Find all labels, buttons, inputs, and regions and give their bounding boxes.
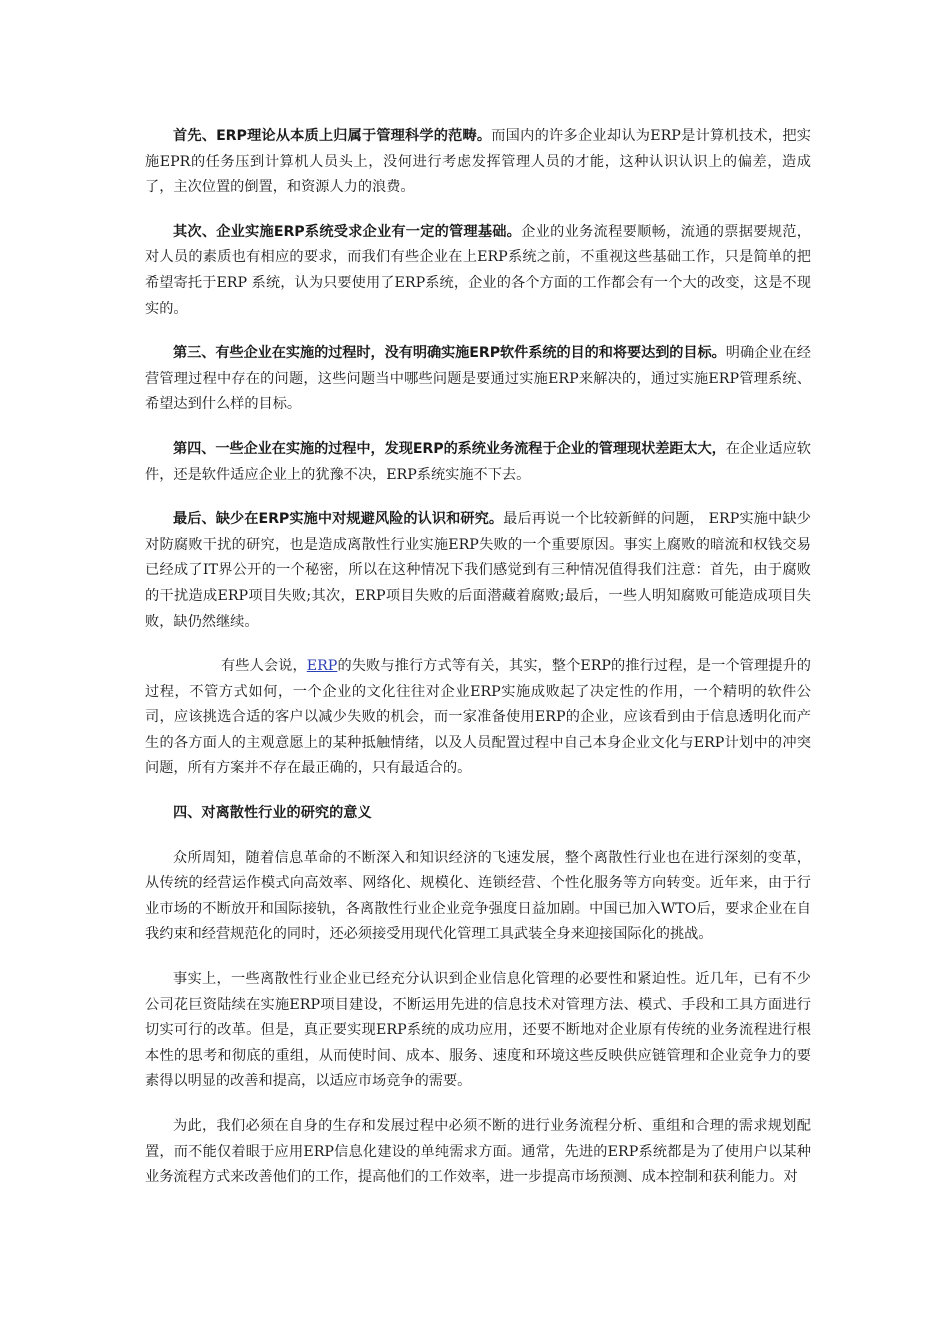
paragraph-erp-opinion [145,654,811,782]
section-paragraph: 为此，我们必须在自身的生存和发展过程中必须不断的进行业务流程分析、重组和合理的需求规划配置，而不能仅着眼于应用ERP信息化建设的单纯需求方面。通常，先进的ERP系统都是为了使用户以某种业务流程方式来改善他们的工作，提高他们的工作效率，进一步提高市场预测、成本控制和获利能力。对 [145,1118,811,1186]
paragraph-second-point [145,220,811,322]
paragraph-lead: 首先、ERP理论从本质上归属于管理科学的范畴。 [173,128,492,144]
document-page [145,124,811,1210]
erp-link[interactable]: ERP [306,658,338,675]
paragraph-last-point [145,507,811,635]
paragraph-body: 最后再说一个比较新鲜的问题， ERP实施中缺少对防腐败干扰的研究，也是造成离散性行业实施ERP失败的一个重要原因。事实上腐败的暗流和权钱交易已经成了IT界公开的一个秘密，所以在这种情况下我们感觉到有三种情况值得我们注意：首先，由于腐败的干扰造成ERP项目失败;其次，ERP项目失败的后面潜藏着腐败;最后，一些人明知腐败可能造成项目失败，缺仍然继续。 [145,511,811,630]
paragraph-lead: 其次、企业实施ERP系统受求企业有一定的管理基础。 [173,223,522,240]
paragraph-body: 企业的业务流程要顺畅，流通的票据要规范，对人员的素质也有相应的要求，而我们有些企业在上ERP系统之前，不重视这些基础工作，只是简单的把希望寄托于ERP 系统，认为只要使用了ERP系统，企业的各个方面的工作都会有一个大的改变，这是不现实的。 [145,223,811,317]
paragraph-body: 在企业适应软件，还是软件适应企业上的犹豫不决，ERP系统实施不下去。 [145,440,811,483]
paragraph-lead: 最后、缺少在ERP实施中对规避风险的认识和研究。 [173,511,504,528]
paragraph-third-point [145,341,811,418]
paragraph-lead: 第四、一些企业在实施的过程中，发现ERP的系统业务流程于企业的管理现状差距太大， [173,440,726,457]
paragraph-fourth-point [145,437,811,488]
paragraph-suffix: 的失败与推行方式等有关，其实，整个ERP的推行过程，是一个管理提升的过程，不管方式如何，一个企业的文化往往对企业ERP实施成败起了决定性的作用，一个精明的软件公司，应该挑选合适的客户以减少失败的机会，而一家准备使用ERP的企业，应该看到由于信息透明化而产生的各方面人的主观意愿上的某种抵触情绪，以及人员配置过程中自己本身企业文化与ERP计划中的冲突问题，所有方案并不存在最正确的，只有最适合的。 [145,658,811,777]
section-heading: 四、对离散性行业的研究的意义 [173,805,372,822]
paragraph-body: 明确企业在经营管理过程中存在的问题，这些问题当中哪些问题是要通过实施ERP来解决的，通过实施ERP管理系统、希望达到什么样的目标。 [145,345,811,413]
paragraph-first-point [145,124,811,201]
paragraph-prefix: 有些人会说， [221,658,307,675]
section-paragraph: 事实上，一些离散性行业企业已经充分认识到企业信息化管理的必要性和紧迫性。近几年，已有不少公司花巨资陆续在实施ERP项目建设，不断运用先进的信息技术对管理方法、模式、手段和工具方面进行切实可行的改革。但是，真正要实现ERP系统的成功应用，还要不断地对企业原有传统的业务流程进行根本性的思考和彻底的重组，从而使时间、成本、服务、速度和环境这些反映供应链管理和企业竞争力的要素得以明显的改善和提高，以适应市场竞争的需要。 [145,971,811,1090]
paragraph-body: 而国内的许多企业却认为ERP是计算机技术，把实施EPR的任务压到计算机人员头上，没何进行考虑发挥管理人员的才能，这种认识认识上的偏差，造成了，主次位置的倒置，和资源人力的浪费。 [145,128,811,196]
paragraph-lead: 第三、有些企业在实施的过程时，没有明确实施ERP软件系统的目的和将要达到的目标。 [173,345,726,362]
section-paragraph: 众所周知，随着信息革命的不断深入和知识经济的飞速发展，整个离散性行业也在进行深刻的变革，从传统的经营运作模式向高效率、网络化、规模化、连锁经营、个性化服务等方向转变。近年来，由于行业市场的不断放开和国际接轨，各离散性行业企业竞争强度日益加剧。中国已加入WTO后，要求企业在自我约束和经营规范化的同时，还必须接受用现代化管理工具武装全身来迎接国际化的挑战。 [145,849,811,943]
